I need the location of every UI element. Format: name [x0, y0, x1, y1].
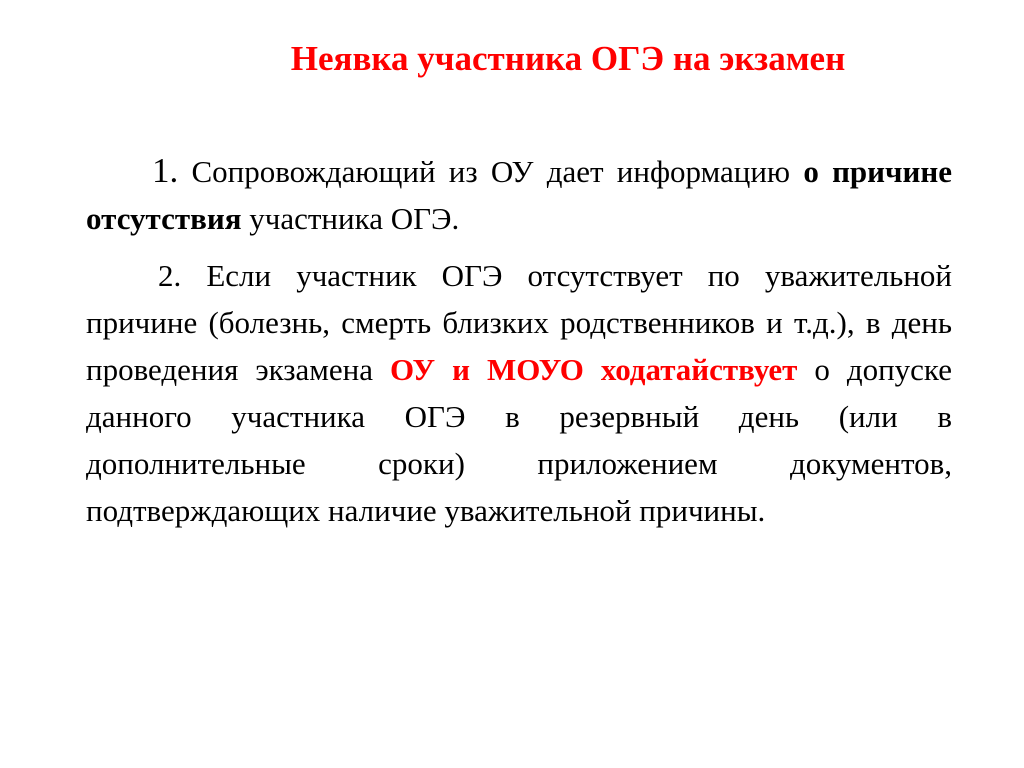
item-1-bold-text: о причине отсутствия: [86, 154, 952, 236]
paragraph-2: [86, 252, 952, 534]
item-2-text-after: о допуске данного участника ОГЭ в резервный день (или в дополнительные сроки) приложением документов, подтверждающих наличие уважительной причины.: [86, 352, 952, 528]
item-number-2: 2.: [158, 258, 182, 293]
item-2-highlight-text: ОУ и МОУО ходатайствует: [390, 352, 798, 387]
item-1-text-before: Сопровождающий из ОУ дает информацию: [178, 154, 804, 189]
item-number-1: 1.: [152, 151, 179, 190]
slide-title: Неявка участника ОГЭ на экзамен: [290, 39, 846, 78]
item-2-text-before: Если участник ОГЭ отсутствует по уважительной причине (болезнь, смерть близких родственников и т.д.), в день проведения экзамена: [86, 258, 952, 387]
paragraph-1: [86, 147, 952, 242]
item-1-text-after: участника ОГЭ.: [241, 201, 460, 236]
